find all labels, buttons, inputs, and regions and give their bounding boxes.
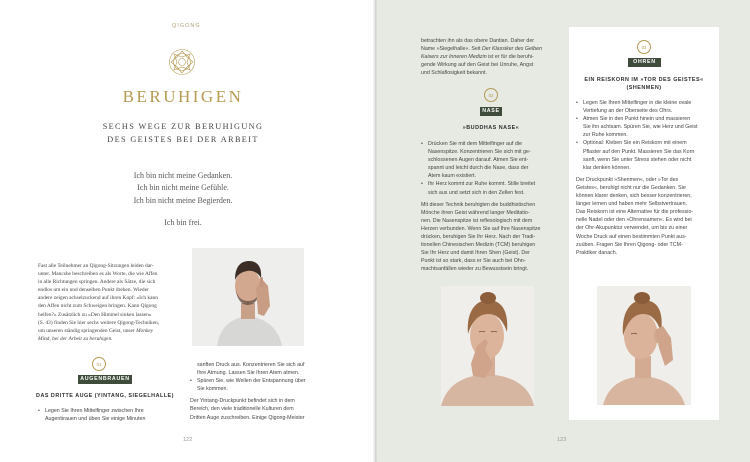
bullet-item: • Legen Sie Ihren Mittelfinger in die kleine ovale Vertiefung an der Oberseite des Ohrs. xyxy=(576,99,714,115)
section-heading: EIN REISKORN IM »TOR DES GEISTES« (SHENMEN) xyxy=(584,77,704,91)
poem-line: Ich bin nicht meine Gedanken. xyxy=(133,171,233,180)
section-heading: »BUDDHAS NASE« xyxy=(462,125,520,131)
page-title: BERUHIGEN xyxy=(122,87,244,106)
intro-line: unter. Mancshe beschreiben es als Worte, die wie Affen xyxy=(38,271,158,278)
bullet-item: • Atmen Sie in den Punkt hinein und massieren Sie ihn achtsam. Spüren Sie, wie Herz und Geist zur Ruhe kommen. xyxy=(576,115,714,139)
section-number-badge: 01 xyxy=(92,357,106,371)
left-column2-text xyxy=(190,361,328,422)
section-label: OHREN xyxy=(628,58,661,67)
section2-text xyxy=(421,140,563,274)
poem-line: Ich bin nicht meine Gefühle. xyxy=(137,183,229,193)
section-number-badge: 03 xyxy=(637,40,651,54)
intro-line: andere zeigen achselzuckend auf ihren Kopf: »Ich kann xyxy=(38,295,158,302)
paragraph: Mit dieser Technik beruhigten die buddhistischen Mönche ihren Geist während langer Meditatio- nen. Die Nasenspitze ist reflexologisch mit dem Herzen verbunden. Wenn Sie auf Ihre Nasenspitze drücken, beruhigen Sie Ihr Herz. Nach der Tradi- tionellen Chinesischen Medizin (TCM) beruhigen Sie Ihr Herz und damit Ihren Shen (Geist). Der Punkt ist so stark, dass er Sie auch bei Ohn- machtsanfällen wieder zu Bewusstsein bringt. xyxy=(421,201,541,273)
section-heading: DAS DRITTE AUGE (YINTANG, SIEGELHALLE) xyxy=(36,393,174,399)
subtitle-line: SECHS WEGE ZUR BERUHIGUNG xyxy=(102,122,264,131)
section-label: AUGENBRAUEN xyxy=(78,375,132,384)
subtitle xyxy=(90,121,276,146)
running-head: QIGONG xyxy=(172,23,201,29)
bullet-item: • Spüren Sie, wie Wellen der Entspannung über Sie kommen. xyxy=(190,377,328,393)
bullet-item: • Ihr Herz kommt zur Ruhe kommt. Stille breitet sich aus und setzt sich in den Zellen fest. xyxy=(421,180,563,196)
intro-line: Mind, bei der Arbeit zu beruhigen. xyxy=(38,335,113,342)
woman-ear-photo xyxy=(597,286,691,405)
intro-line: den Affen nicht zum Schweigen bringen. Kann Qigong xyxy=(38,303,157,310)
intro-line: um unseren ständig springenden Geist, unser Monkey xyxy=(38,327,154,334)
intro-line: helfen?« Zusätzlich zu »Den Himmel sinken lassen« xyxy=(38,311,152,318)
paragraph: Der Yintang-Druckpunkt befindet sich in dem Bereich, den viele traditionelle Kulturen dem Dritten Auge zuschreiben. Einige Qigong-Meister xyxy=(190,398,305,421)
poem xyxy=(90,170,276,229)
intro-line: endlos um ein und denselben Punkt drehen. Wieder xyxy=(38,287,149,294)
section1-bullets xyxy=(38,407,174,423)
intro-italic: Monkey xyxy=(136,327,154,334)
right-top-paragraph: betrachten ihn als das obere Dantian. Daher der Name »Siegelhalle«. Seit Der Klassiker des Gelben Kaisers zur Inneren Medizin ist er für die beruhi- gende Wirkung auf den Geist bei Unruhe, Angst und Schlaflosigkeit bekannt. xyxy=(421,38,543,77)
poem-line: Ich bin frei. xyxy=(164,217,202,227)
man-yintang-photo xyxy=(192,248,304,346)
poem-line: Ich bin nicht meine Begierden. xyxy=(133,195,233,205)
bullet-continuation: sanften Druck aus. Konzentrieren Sie sich auf Ihre Atmung. Lassen Sie Ihren Atem atmen. xyxy=(197,362,305,377)
intro-line: (S. 43) finden Sie hier sechs weitere Qigong-Techniken, xyxy=(38,319,160,326)
lotus-logo-icon xyxy=(168,48,196,76)
section-number-badge: 02 xyxy=(484,88,498,102)
paragraph: Der Druckpunkt »Shenmen«, oder »Tor des Geistes«, beruhigt nicht nur die Gedanken. Sie können klarer denken, sich besser konzentrieren, länger lernen und haben mehr Selbstvertrauen. Das Reiskorn ist eine Alternative für die professio- nelle Nadel oder den »Ohrensamen«. Es wird bei der Ohr-Akupunktur verwendet, um bis zu einer Woche Druck auf einen bestimmten Punkt aus- zuüben. Fragen Sie Ihren Qigong- oder TCM- Praktiker danach. xyxy=(576,176,694,256)
intro-line: Fast alle Teilnehmer an Qigong-Sitzungen leiden dar- xyxy=(38,263,154,269)
bullet-item: • Optional: Kleben Sie ein Reiskorn mit einem Pflaster auf den Punkt. Massieren Sie das Korn sanft, wenn Sie unter Stress stehen oder nicht klar denken können. xyxy=(576,139,714,171)
bullet-item: • Legen Sie Ihren Mittelfinger zwischen Ihre Augenbrauen und üben Sie einige Minuten xyxy=(38,407,174,423)
page-number: 123 xyxy=(557,437,567,443)
section-label: NASE xyxy=(480,107,502,116)
intro-line: in alle Richtungen springen. Andere als Sätze, die sich xyxy=(38,279,156,286)
woman-nose-photo xyxy=(441,286,534,406)
subtitle-line: DES GEISTES BEI DER ARBEIT xyxy=(107,134,259,144)
section3-text xyxy=(576,99,714,257)
intro-paragraph xyxy=(38,262,174,343)
page-number: 122 xyxy=(183,437,193,443)
book-gutter xyxy=(373,0,377,462)
bullet-item: • Drücken Sie mit dem Mittelfinger auf die Nasenspitze. Konzentrieren Sie sich mit ge- schlossenen Augen darauf. Atmen Sie ent- spannt und leicht durch die Nase, dass der Atem kaum existiert. xyxy=(421,140,563,180)
